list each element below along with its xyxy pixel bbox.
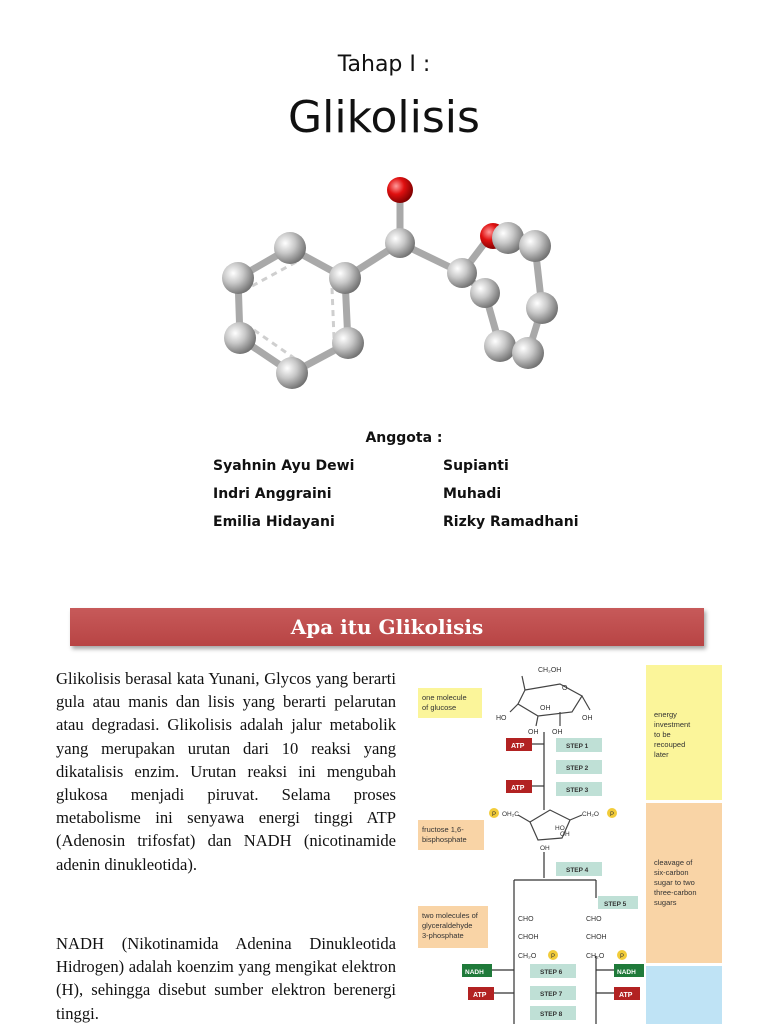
- svg-text:OH: OH: [552, 729, 563, 736]
- svg-text:to be: to be: [654, 730, 671, 739]
- svg-text:CHOH: CHOH: [518, 934, 539, 941]
- svg-text:OH: OH: [560, 831, 570, 838]
- svg-text:energy: energy: [654, 710, 677, 719]
- svg-text:two molecules of: two molecules of: [422, 911, 478, 920]
- svg-text:ATP: ATP: [473, 992, 487, 999]
- svg-text:CH₂O: CH₂O: [582, 811, 599, 818]
- svg-text:P: P: [492, 812, 497, 818]
- svg-text:STEP 2: STEP 2: [566, 765, 589, 772]
- paragraph-glycolysis: Glikolisis berasal kata Yunani, Glycos yang berarti gula atau manis dan lisis yang berarti pelarutan atau degradasi. Glikolisis adalah jalur metabolik yang merupakan urutan dari 10 reaksi yang dikatalisis enzim. Urutan reaksi ini mengubah glukosa menjadi piruvat. Selama proses metabolisme ini senyawa energi tinggi ATP (Adenosin trifosfat) dan NADH (nicotinamide adenin dinukleotida).: [56, 669, 396, 874]
- svg-text:OH: OH: [582, 715, 593, 722]
- section-heading-banner: [70, 608, 704, 646]
- glycolysis-diagram: [410, 660, 728, 1024]
- svg-text:CHO: CHO: [518, 916, 534, 923]
- svg-text:CH₂O: CH₂O: [518, 953, 537, 960]
- svg-text:OH: OH: [528, 729, 539, 736]
- svg-text:NADH: NADH: [617, 969, 636, 976]
- svg-text:P: P: [610, 812, 615, 818]
- svg-text:sugars: sugars: [654, 898, 677, 907]
- slide-title: Glikolisis: [288, 92, 480, 143]
- svg-text:3-phosphate: 3-phosphate: [422, 931, 464, 940]
- slide-subtitle: Tahap I :: [337, 52, 431, 77]
- svg-text:ATP: ATP: [619, 992, 633, 999]
- svg-text:three-carbon: three-carbon: [654, 888, 697, 897]
- svg-text:CHO: CHO: [586, 916, 602, 923]
- member-name: Emilia Hidayani: [213, 514, 335, 530]
- svg-text:STEP 4: STEP 4: [566, 867, 589, 874]
- svg-text:STEP 1: STEP 1: [566, 743, 589, 750]
- svg-text:investment: investment: [654, 720, 691, 729]
- member-name: Syahnin Ayu Dewi: [213, 458, 355, 474]
- member-name: Muhadi: [443, 486, 502, 502]
- svg-text:glyceraldehyde: glyceraldehyde: [422, 921, 473, 930]
- paragraph-nadh: NADH (Nikotinamida Adenina Dinukleotida Hidrogen) adalah koenzim yang mengikat elektron (H), sehingga disebut sumber elektron berenergi tinggi.: [56, 934, 396, 1023]
- svg-text:sugar to two: sugar to two: [654, 878, 695, 887]
- svg-text:OH₂C: OH₂C: [502, 811, 519, 818]
- svg-text:cleavage of: cleavage of: [654, 858, 693, 867]
- payoff-panel: [646, 966, 722, 1024]
- svg-text:STEP 8: STEP 8: [540, 1011, 563, 1018]
- member-name: Indri Anggraini: [213, 486, 332, 502]
- svg-text:P: P: [551, 954, 556, 960]
- member-name: Rizky Ramadhani: [443, 514, 579, 530]
- svg-text:ATP: ATP: [511, 785, 525, 792]
- svg-text:OH: OH: [540, 705, 551, 712]
- molecule-illustration: [210, 168, 570, 398]
- svg-text:OH: OH: [540, 845, 550, 852]
- svg-text:fructose 1,6-: fructose 1,6-: [422, 825, 464, 834]
- svg-text:NADH: NADH: [465, 969, 484, 976]
- svg-text:later: later: [654, 750, 669, 759]
- svg-text:STEP 3: STEP 3: [566, 787, 589, 794]
- svg-text:CHOH: CHOH: [586, 934, 607, 941]
- svg-text:ATP: ATP: [511, 743, 525, 750]
- svg-text:CH₂O: CH₂O: [586, 953, 605, 960]
- svg-text:P: P: [620, 954, 625, 960]
- svg-text:six-carbon: six-carbon: [654, 868, 689, 877]
- members-heading: Anggota :: [365, 430, 443, 446]
- svg-text:HO: HO: [496, 715, 507, 722]
- svg-text:O: O: [562, 685, 568, 692]
- svg-text:recouped: recouped: [654, 740, 686, 749]
- svg-text:STEP 5: STEP 5: [604, 901, 627, 908]
- svg-text:CH₂OH: CH₂OH: [538, 667, 562, 674]
- svg-text:STEP 7: STEP 7: [540, 991, 563, 998]
- svg-text:of glucose: of glucose: [422, 703, 457, 712]
- svg-text:STEP 6: STEP 6: [540, 969, 563, 976]
- svg-text:HO: HO: [555, 825, 565, 832]
- section-heading: Apa itu Glikolisis: [290, 615, 484, 639]
- member-name: Supianti: [443, 458, 509, 474]
- svg-text:one molecule: one molecule: [422, 693, 467, 702]
- svg-text:bisphosphate: bisphosphate: [422, 835, 467, 844]
